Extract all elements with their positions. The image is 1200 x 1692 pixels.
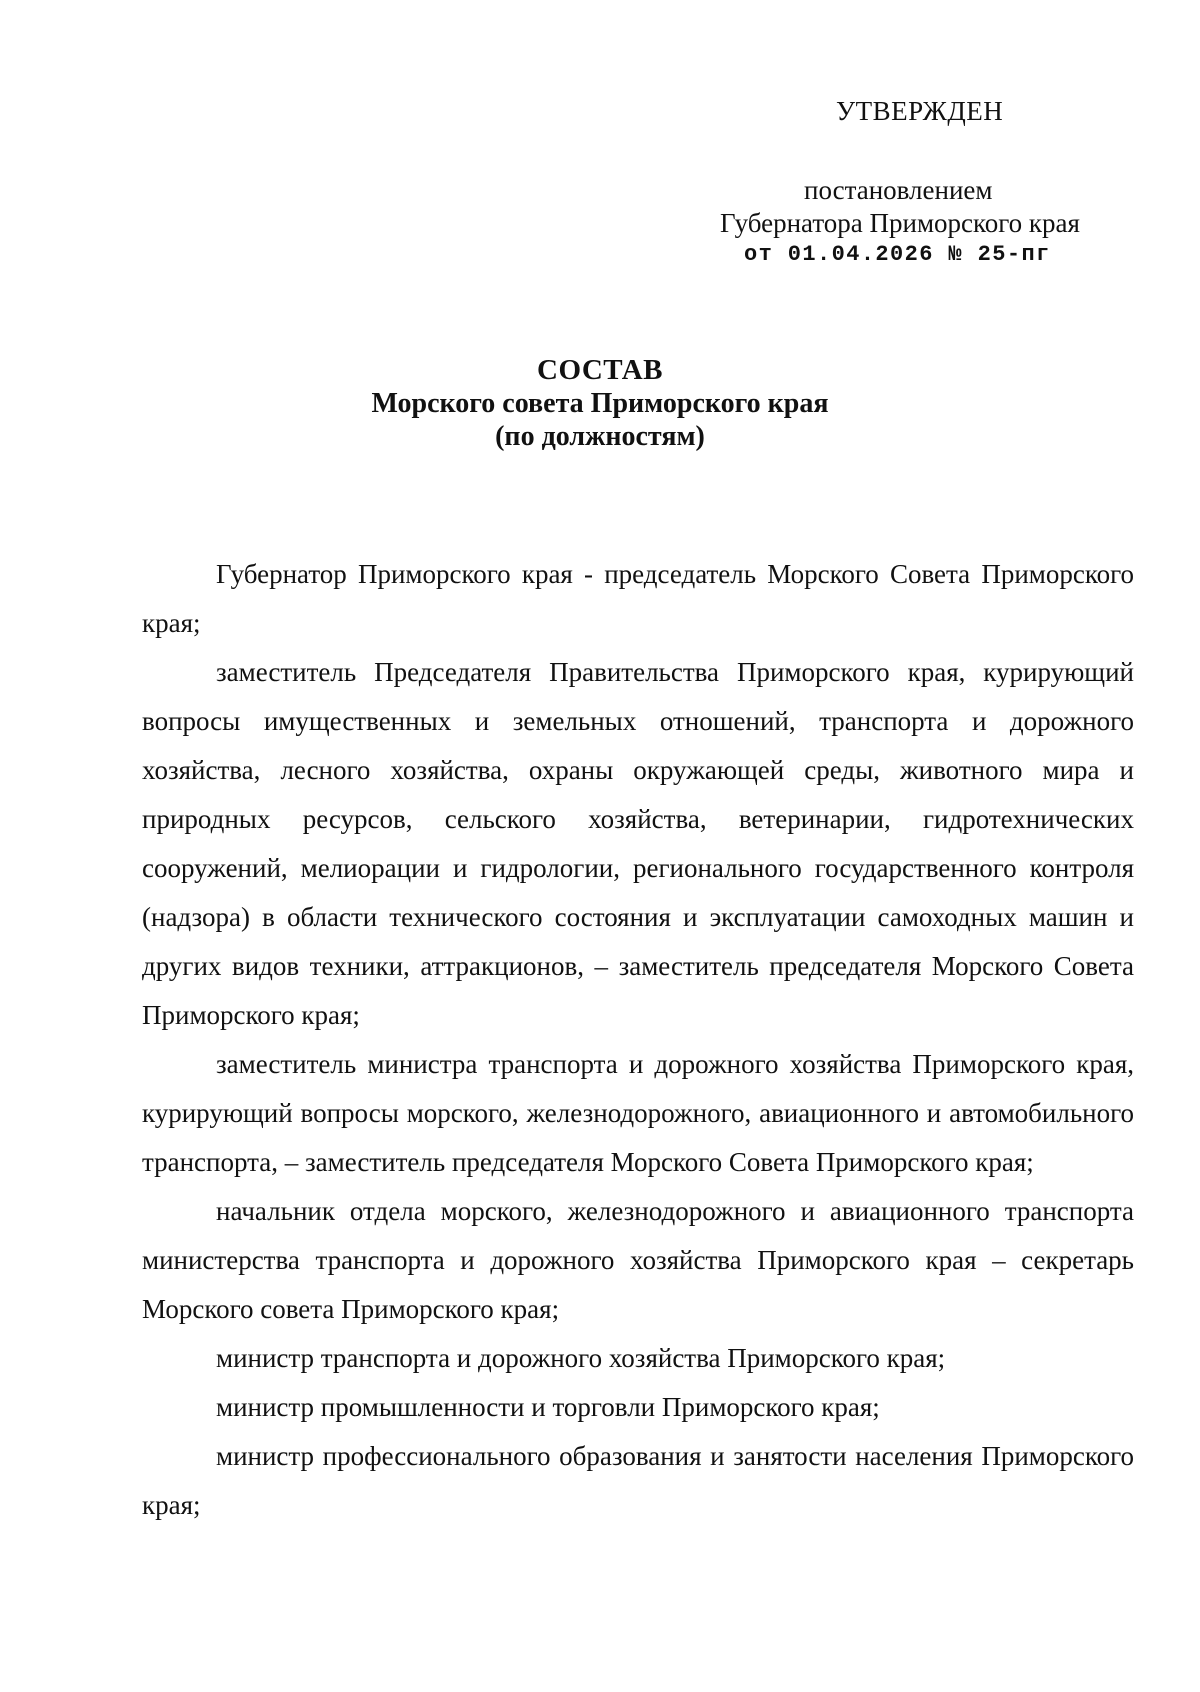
approval-title: УТВЕРЖДЕН bbox=[836, 96, 1004, 126]
document-note: (по должностям) bbox=[495, 421, 705, 452]
member-item: заместитель министра транспорта и дорожного хозяйства Приморского края, курирующий вопросы морского, железнодорожного, авиационного и автомобильного транспорта, – заместитель председателя Морского Совета Приморского края; bbox=[142, 1049, 1134, 1177]
member-item: министр транспорта и дорожного хозяйства Приморского края; bbox=[216, 1343, 946, 1373]
document-heading bbox=[0, 354, 1200, 453]
approval-line-governor: Губернатора Приморского края bbox=[720, 208, 1080, 238]
member-item: заместитель Председателя Правительства Приморского края, курирующий вопросы имущественных и земельных отношений, транспорта и дорожного хозяйства, лесного хозяйства, охраны окружающей среды, животного мира и природных ресурсов, сельского хозяйства, ветеринарии, гидротехнических сооружений, мелиорации и гидрологии, регионального государственного контроля (надзора) в области технического состояния и эксплуатации самоходных машин и других видов техники, аттракционов, – заместитель председателя Морского Совета Приморского края; bbox=[142, 657, 1134, 1030]
approval-date-number: от 01.04.2026 № 25-пг bbox=[744, 242, 1051, 267]
member-item: начальник отдела морского, железнодорожного и авиационного транспорта министерства транспорта и дорожного хозяйства Приморского края – секретарь Морского совета Приморского края; bbox=[142, 1196, 1134, 1324]
approval-line-resolution: постановлением bbox=[804, 175, 993, 205]
member-item: министр профессионального образования и занятости населения Приморского края; bbox=[142, 1441, 1134, 1520]
document-title: СОСТАВ bbox=[537, 354, 663, 386]
members-list bbox=[142, 550, 1134, 1530]
member-item: министр промышленности и торговли Приморского края; bbox=[216, 1392, 880, 1422]
member-item: Губернатор Приморского края - председатель Морского Совета Приморского края; bbox=[142, 559, 1134, 638]
document-subtitle: Морского совета Приморского края bbox=[371, 388, 829, 419]
